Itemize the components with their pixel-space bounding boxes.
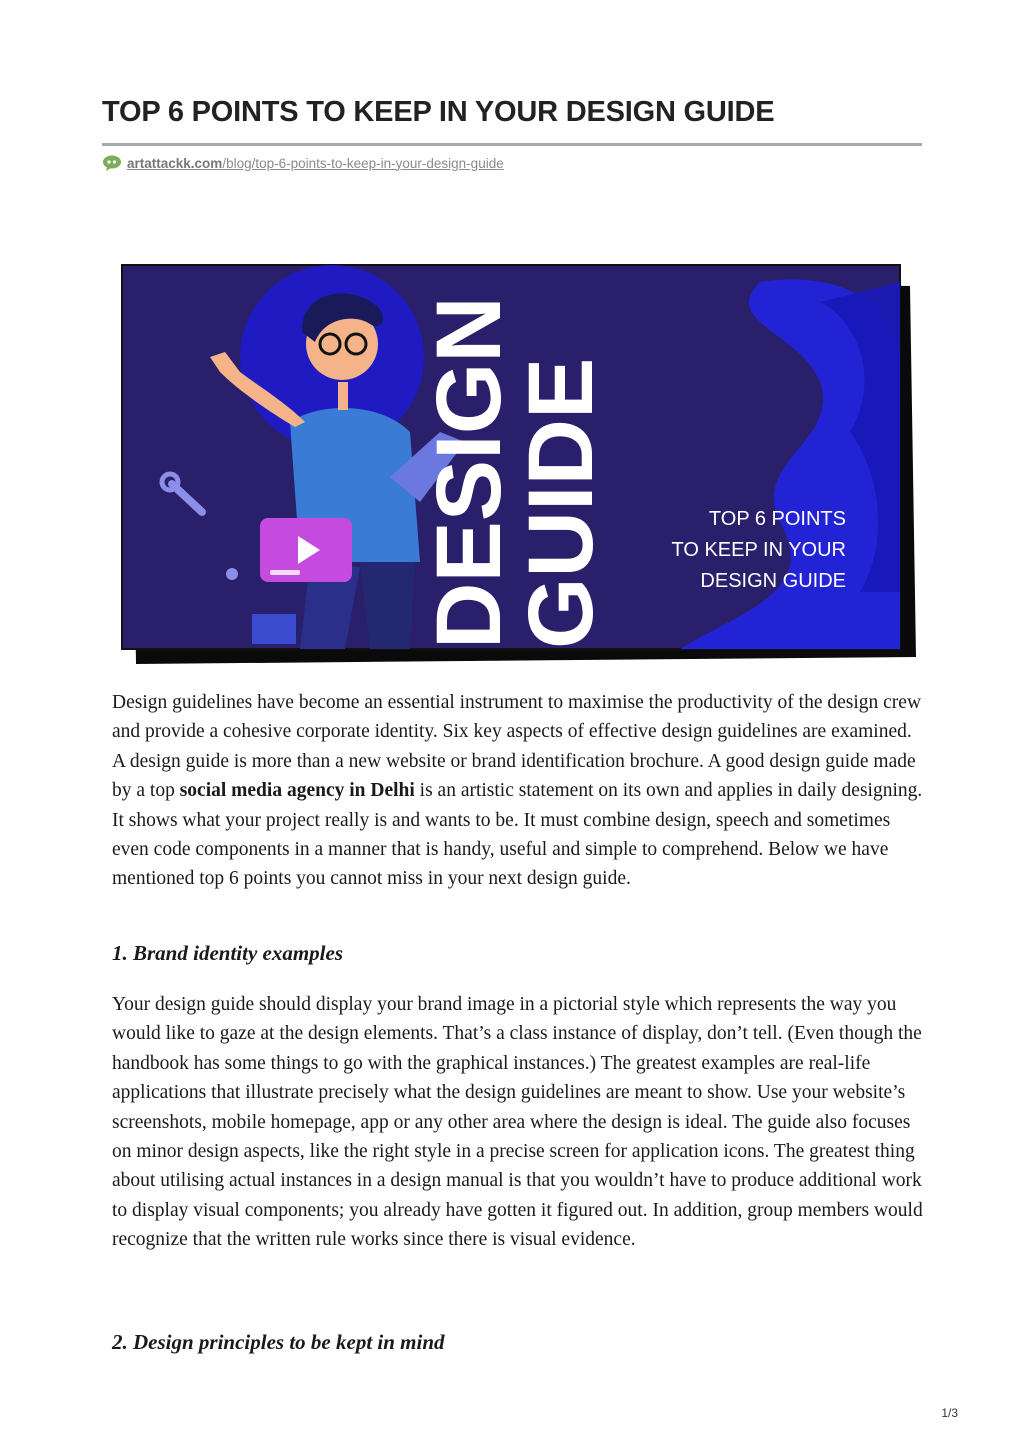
section-1-paragraph: Your design guide should display your brand image in a pictorial style which represents the way you would like to gaze at the design elements. That’s a class instance of display, don’t tell. (Even though the handbook has some things to go with the graphical instances.) The greatest examples are real-life applications that illustrate precisely what the design guidelines are meant to show. Use your website’s screenshots, mobile homepage, app or any other area where the design is ideal. The guide also focuses on minor design aspects, like the right style in a precise screen for application icons. The greatest thing about utilising actual instances in a design manual is that you wouldn’t have to produce additional work to display visual components; you already have gotten it figured out. In addition, group members would recognize that the written rule works since there is visual evidence. (112, 994, 923, 1251)
section-heading-2: 2. Design principles to be kept in mind (112, 1330, 445, 1354)
intro-paragraph: Design guidelines have become an essential instrument to maximise the productivity of the design crew and provide a cohesive corporate identity. Six key aspects of effective design guidelines are examined. A design guide is more than a new website or brand identification brochure. A good design guide made by a top social media agency in Delhi is an artistic statement on its own and applies in daily designing. It shows what your project really is and wants to be. It must combine design, speech and sometimes even code components in a manner that is handy, useful and simple to comprehend. Below we have mentioned top 6 points you cannot miss in your next design guide. (112, 692, 923, 890)
page-title: TOP 6 POINTS TO KEEP IN YOUR DESIGN GUIDE (102, 96, 775, 128)
hero-caption-line-3: DESIGN GUIDE (700, 570, 846, 592)
hero-image (120, 262, 918, 666)
title-divider (102, 143, 922, 146)
hero-caption-line-2: TO KEEP IN YOUR (671, 539, 846, 561)
source-domain: artattackk.com (127, 155, 223, 171)
source-link[interactable] (127, 156, 504, 171)
site-favicon-icon (102, 155, 122, 171)
page-number: 1/3 (941, 1406, 958, 1420)
source-url (102, 153, 504, 173)
hero-big-word-2: GUIDE (510, 357, 612, 649)
agency-link[interactable]: social media agency in Delhi (179, 780, 415, 802)
hero-big-word-1: DESIGN (418, 296, 520, 649)
video-play-icon (260, 518, 352, 582)
source-path: /blog/top-6-points-to-keep-in-your-design-guide (222, 155, 504, 171)
section-heading-1: 1. Brand identity examples (112, 941, 343, 965)
hero-caption-line-1: TOP 6 POINTS (708, 508, 846, 530)
